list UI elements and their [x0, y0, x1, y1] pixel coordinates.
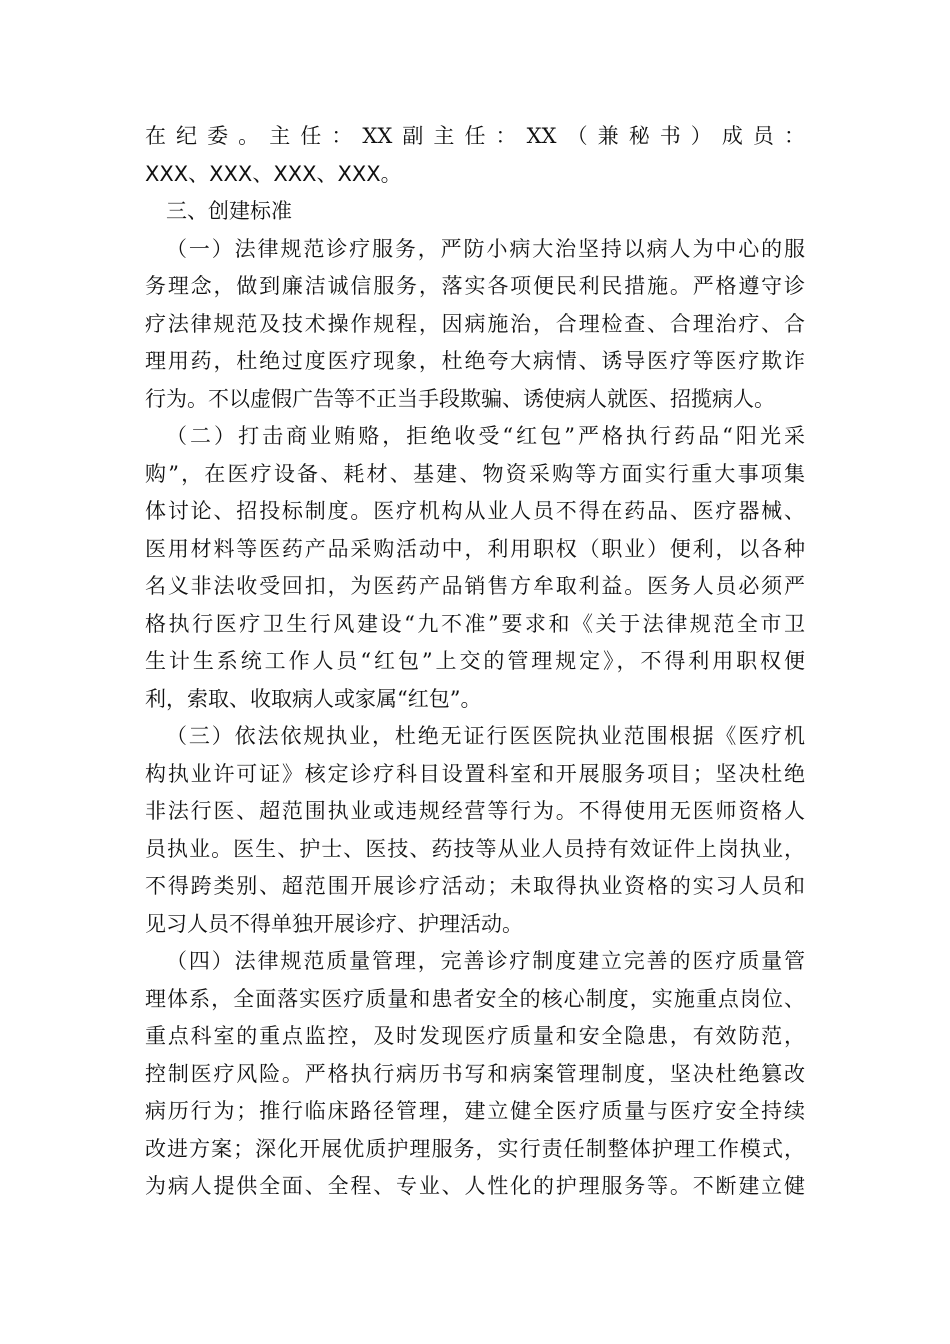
- paragraph-line: （一）法律规范诊疗服务，严防小病大治坚持以病人为中心的服: [166, 236, 805, 261]
- paragraph-line: 医用材料等医药产品采购活动中，利用职权（职业）便利，以各种: [145, 536, 805, 561]
- paragraph-line: 非法行医、超范围执业或违规经营等行为。不得使用无医师资格人: [145, 799, 805, 823]
- paragraph-line: 疗法律规范及技术操作规程，因病施治，合理检查、合理治疗、合: [145, 311, 805, 336]
- paragraph-line: 构执业许可证》核定诊疗科目设置科室和开展服务项目；坚决杜绝: [145, 761, 805, 786]
- paragraph-line: 利，索取、收取病人或家属“红包”。: [145, 686, 482, 711]
- paragraph-2: [145, 418, 805, 718]
- paragraph-line: 病历行为；推行临床路径管理，建立健全医疗质量与医疗安全持续: [145, 1099, 805, 1123]
- paragraph-line: 重点科室的重点监控，及时发现医疗质量和安全隐患，有效防范，: [145, 1024, 805, 1048]
- paragraph-line: 见习人员不得单独开展诊疗、护理活动。: [145, 911, 523, 936]
- paragraph-line: 务理念，做到廉洁诚信服务，落实各项便民利民措施。严格遵守诊: [145, 274, 805, 298]
- paragraph-line: 行为。不以虚假广告等不正当手段欺骗、诱使病人就医、招揽病人。: [145, 386, 775, 411]
- paragraph-3: [145, 718, 805, 943]
- paragraph-line: 改进方案；深化开展优质护理服务，实行责任制整体护理工作模式，: [145, 1136, 805, 1161]
- paragraph-line: 控制医疗风险。严格执行病历书写和病案管理制度，坚决杜绝篡改: [145, 1061, 805, 1086]
- section-heading: 三、创建标准: [166, 199, 292, 223]
- paragraph-line: （三）依法依规执业，杜绝无证行医医院执业范围根据《医疗机: [166, 724, 805, 748]
- intro-line-1: 在纪委。主任：XX副主任：XX（兼秘书）成员：: [145, 124, 805, 148]
- intro-line-2: XXX、XXX、XXX、XXX。: [145, 161, 402, 186]
- paragraph-line: 购”，在医疗设备、耗材、基建、物资采购等方面实行重大事项集: [145, 461, 805, 486]
- paragraph-line: 格执行医疗卫生行风建设“九不准”要求和《关于法律规范全市卫: [145, 611, 805, 636]
- paragraph-line: 体讨论、招投标制度。医疗机构从业人员不得在药品、医疗器械、: [145, 499, 805, 523]
- paragraph-line: 员执业。医生、护士、医技、药技等从业人员持有效证件上岗执业，: [145, 836, 805, 861]
- paragraph-4: [145, 943, 805, 1206]
- paragraph-line: （二）打击商业贿赂，拒绝收受“红包”严格执行药品“阳光采: [166, 424, 805, 448]
- paragraph-line: （四）法律规范质量管理，完善诊疗制度建立完善的医疗质量管: [166, 949, 805, 973]
- document-body: [145, 118, 805, 1206]
- paragraph-line: 为病人提供全面、全程、专业、人性化的护理服务等。不断建立健: [145, 1174, 805, 1198]
- paragraph-line: 理体系，全面落实医疗质量和患者安全的核心制度，实施重点岗位、: [145, 986, 805, 1011]
- paragraph-line: 理用药，杜绝过度医疗现象，杜绝夸大病情、诱导医疗等医疗欺诈: [145, 349, 805, 373]
- paragraph-line: 生计生系统工作人员“红包”上交的管理规定》，不得利用职权便: [145, 649, 805, 673]
- paragraph-line: 名义非法收受回扣，为医药产品销售方牟取利益。医务人员必须严: [145, 574, 805, 598]
- paragraph-line: 不得跨类别、超范围开展诊疗活动；未取得执业资格的实习人员和: [145, 874, 805, 898]
- paragraph-1: [145, 231, 805, 419]
